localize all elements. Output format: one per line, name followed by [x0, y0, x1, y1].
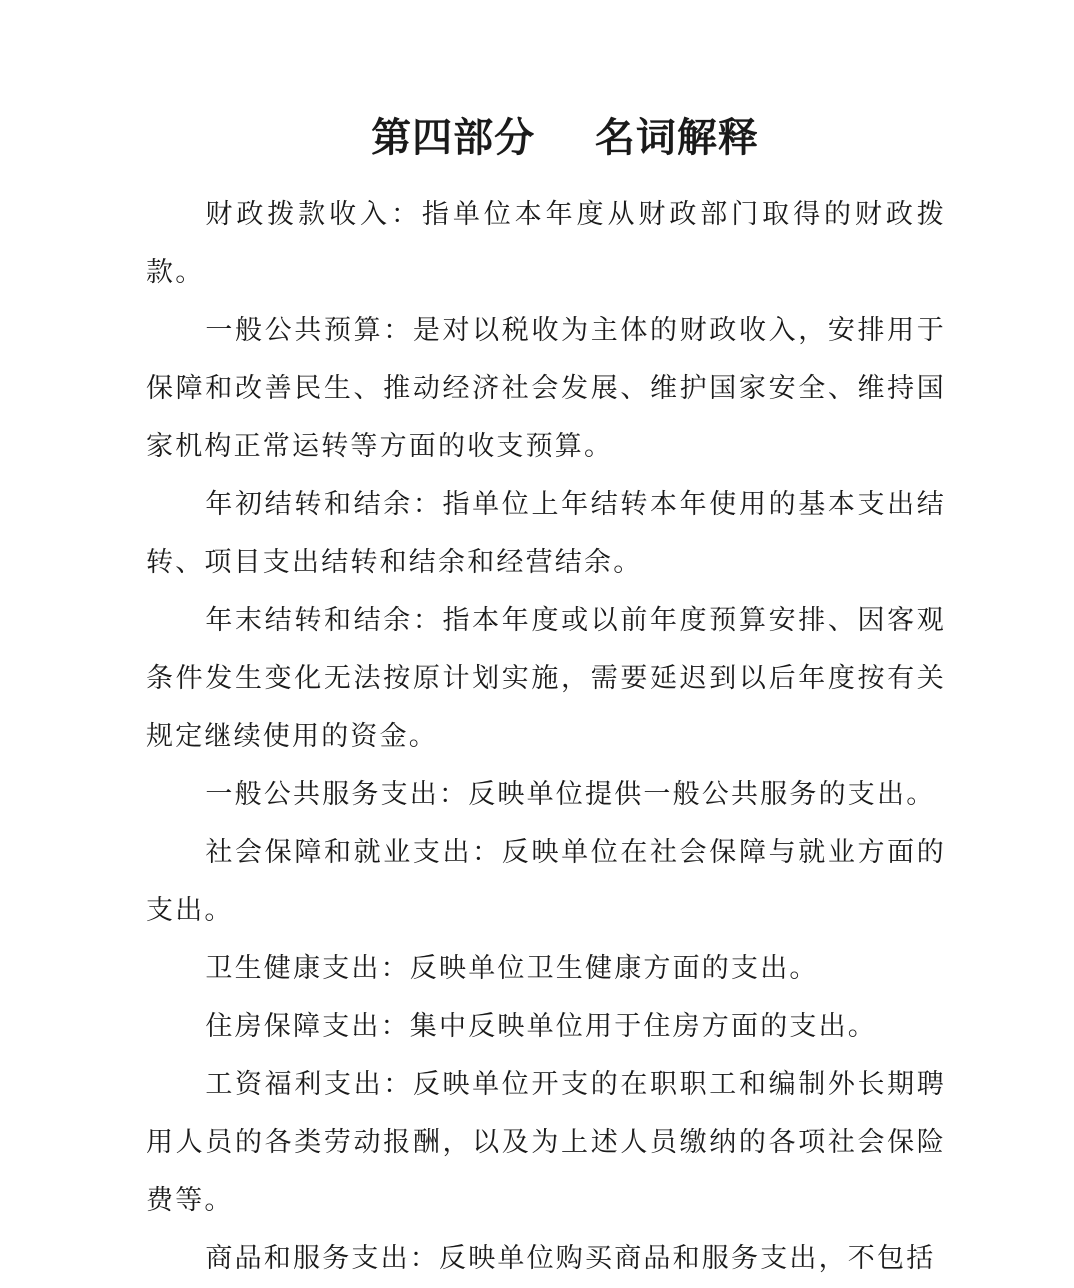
paragraph-wages-welfare: 工资福利支出：反映单位开支的在职职工和编制外长期聘用人员的各类劳动报酬，以及为上述人员缴纳的各项社会保险费等。	[146, 1069, 946, 1216]
paragraph-ending-carryover: 年末结转和结余：指本年度或以前年度预算安排、因客观条件发生变化无法按原计划实施，需要延迟到以后年度按有关规定继续使用的资金。	[146, 605, 946, 752]
paragraph-fiscal-appropriation-income: 财政拨款收入：指单位本年度从财政部门取得的财政拨款。	[146, 199, 946, 288]
paragraph-general-public-budget: 一般公共预算：是对以税收为主体的财政收入，安排用于保障和改善民生、推动经济社会发展、维护国家安全、维持国家机构正常运转等方面的收支预算。	[146, 315, 946, 462]
paragraph-housing-security: 住房保障支出：集中反映单位用于住房方面的支出。	[205, 1011, 877, 1042]
paragraph-health-expenditure: 卫生健康支出：反映单位卫生健康方面的支出。	[205, 953, 819, 984]
paragraph-general-public-services: 一般公共服务支出：反映单位提供一般公共服务的支出。	[205, 779, 936, 810]
paragraph-social-security-employment: 社会保障和就业支出：反映单位在社会保障与就业方面的支出。	[146, 837, 946, 926]
document-body	[146, 186, 946, 1288]
page-title: 第四部分 名词解释	[371, 114, 759, 161]
paragraph-beginning-carryover: 年初结转和结余：指单位上年结转本年使用的基本支出结转、项目支出结转和结余和经营结余。	[146, 489, 946, 578]
paragraph-goods-services: 商品和服务支出：反映单位购买商品和服务支出，不包括	[205, 1243, 936, 1274]
